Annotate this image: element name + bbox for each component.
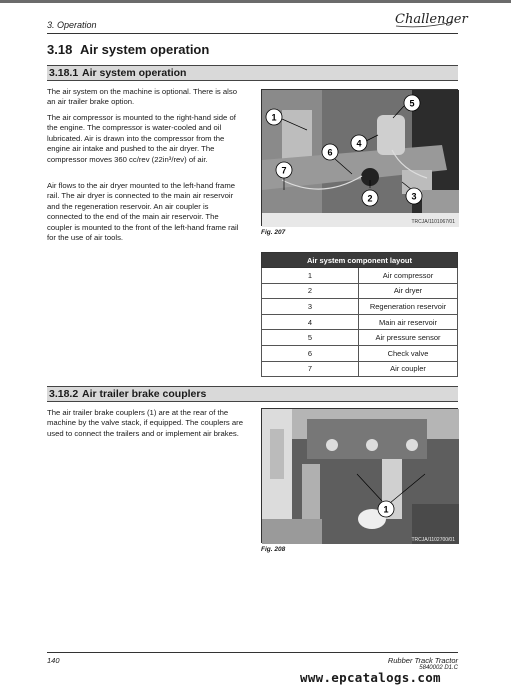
trailer-brake-couplers-illustration <box>262 409 459 544</box>
table-row: 6 Check valve <box>262 345 458 361</box>
table-row: 7 Air coupler <box>262 361 458 377</box>
challenger-logo <box>393 8 468 30</box>
footer-rule <box>47 652 458 653</box>
svg-text:1: 1 <box>271 112 277 123</box>
figure-207-caption: Fig. 207 <box>261 229 286 236</box>
svg-text:6: 6 <box>327 147 333 158</box>
subsection-2-title: Air trailer brake couplers <box>82 388 207 400</box>
header-rule <box>47 33 458 34</box>
table-row: 1 Air compressor <box>262 268 458 284</box>
component-table <box>261 252 458 377</box>
subsection-heading-2 <box>47 386 458 402</box>
svg-text:2: 2 <box>367 193 373 204</box>
svg-text:5: 5 <box>409 98 415 109</box>
subsection-1-number: 3.18.1 <box>49 67 79 79</box>
table-row: 4 Main air reservoir <box>262 314 458 330</box>
watermark-link[interactable]: www.epcatalogs.com <box>300 670 441 685</box>
paragraph: The air system on the machine is optional. There is also an air trailer brake option. <box>47 87 238 107</box>
subsection-1-title: Air system operation <box>82 67 187 79</box>
section-heading <box>47 42 209 57</box>
figure-207-photo <box>261 89 458 226</box>
table-row: 5 Air pressure sensor <box>262 330 458 346</box>
figure-208-code: TRCJA/1102700/01 <box>411 537 455 543</box>
section-number: 3.18 <box>47 42 73 57</box>
table-row: 2 Air dryer <box>262 283 458 299</box>
paragraph: The air trailer brake couplers (1) are at the rear of the machine by the valve stack, if equipped. The couplers are used to connect the trailers and or implement air brakes. <box>47 408 244 438</box>
subsection-heading-1 <box>47 65 458 81</box>
component-table-title: Air system component layout <box>262 253 458 268</box>
figure-208-caption: Fig. 208 <box>261 546 286 553</box>
top-rule <box>0 0 511 3</box>
header-section-label: 3. Operation <box>47 20 97 30</box>
svg-text:3: 3 <box>411 191 417 202</box>
page-number: 140 <box>47 656 60 665</box>
figure-208-photo <box>261 408 458 543</box>
svg-text:7: 7 <box>281 165 287 176</box>
footer-title: Rubber Track Tractor <box>387 656 458 665</box>
paragraph: The air compressor is mounted to the right-hand side of the engine. The compressor is water-cooled and oil lubricated. Air is drawn into the compressor from the engine air intake and pushed to the air dryer. The compressor moves 360 cc/rev (22in³/rev) of air. <box>47 113 236 164</box>
air-system-illustration <box>262 90 459 227</box>
svg-text:1: 1 <box>383 504 389 515</box>
footer-code: 5840002 D1.C <box>419 665 458 671</box>
paragraph: Air flows to the air dryer mounted to the left-hand frame rail. The air dryer is connected to the main air reservoir and the regeneration reservoir. An air coupler is connected to the end of the main air reservoir. The coupler is mounted to the front of the left-hand frame rail for the use of air tools. <box>47 181 239 243</box>
svg-text:4: 4 <box>356 138 362 149</box>
svg-text:Challenger: Challenger <box>395 12 468 27</box>
figure-207-code: TRCJA/1101067/01 <box>411 219 455 225</box>
subsection-2-number: 3.18.2 <box>49 388 79 400</box>
table-row: 3 Regeneration reservoir <box>262 299 458 315</box>
section-title: Air system operation <box>80 42 210 57</box>
